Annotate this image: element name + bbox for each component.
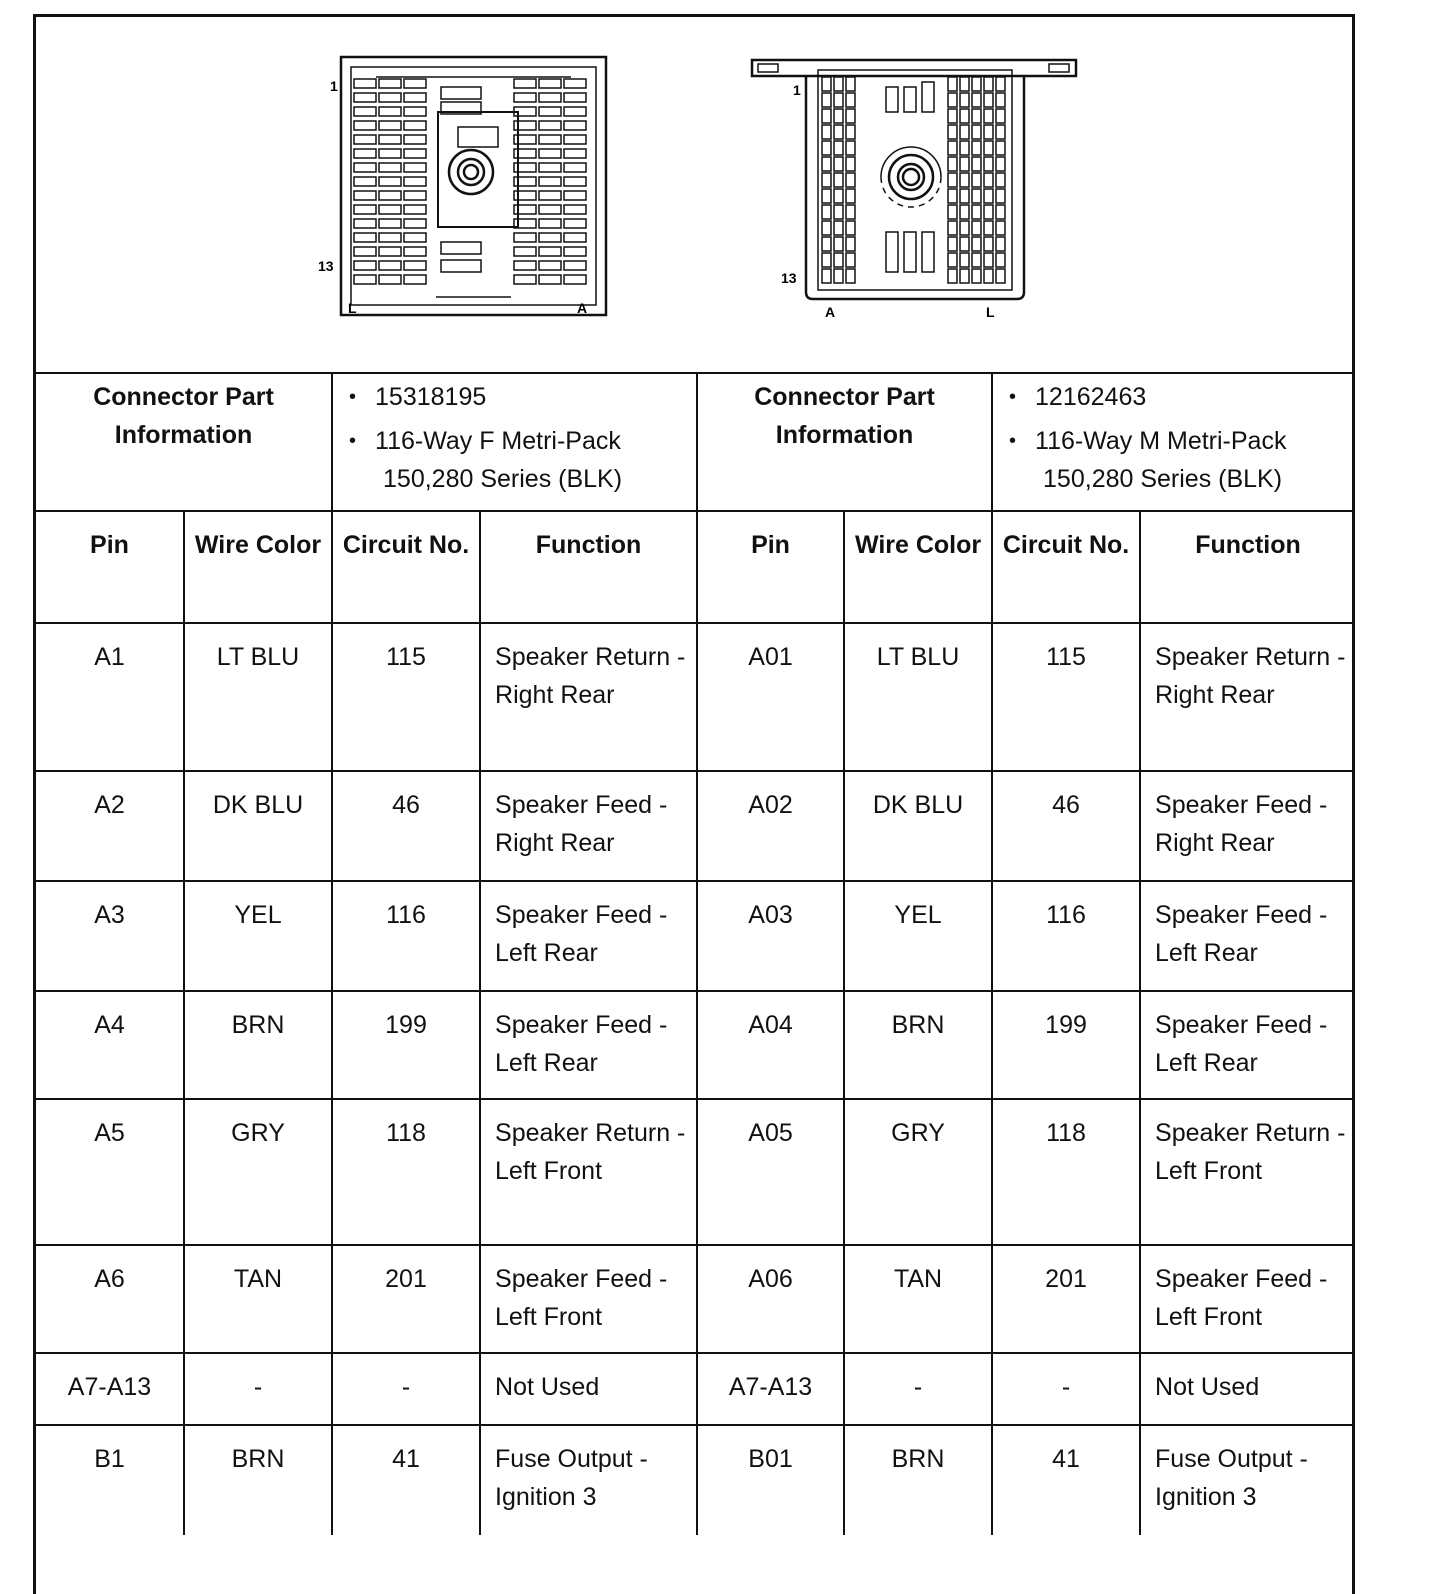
connector-cavity [822, 189, 831, 203]
connector-cavity [539, 93, 561, 102]
connector-cavity [822, 173, 831, 187]
pin-cell: A3 [36, 881, 184, 991]
description-m [1001, 422, 1347, 498]
circuit-cell: 41 [992, 1425, 1140, 1535]
wire-color-cell: GRY [184, 1099, 332, 1245]
connector-cavity [354, 107, 376, 116]
connector-cavity [948, 269, 957, 283]
table-row [36, 1245, 1355, 1353]
circuit-cell: 199 [332, 991, 480, 1099]
connector-cavity [972, 109, 981, 123]
function-cell: Speaker Feed - Left Front [1140, 1245, 1355, 1353]
connector-cavity [948, 109, 957, 123]
function-cell: Not Used [480, 1353, 697, 1425]
connector-cavity [846, 221, 855, 235]
connector-cavity [948, 125, 957, 139]
pinout-rows [36, 623, 1355, 1535]
connector-cavity [972, 221, 981, 235]
wire-color-cell: GRY [844, 1099, 992, 1245]
connector-cavity [996, 221, 1005, 235]
connector-cavity [539, 275, 561, 284]
connector-cavity [822, 141, 831, 155]
connector-info-label-f: Connector Part Information [36, 373, 332, 511]
connector-cavity [539, 191, 561, 200]
connector-cavity [846, 237, 855, 251]
connector-cavity [834, 221, 843, 235]
connector-cavity [822, 109, 831, 123]
connector-cavity [948, 189, 957, 203]
connector-cavity [960, 93, 969, 107]
connector-cavity [514, 261, 536, 270]
connector-info-label-m: Connector Part Information [697, 373, 992, 511]
connector-cavity [984, 109, 993, 123]
description-f-line2: 150,280 Series (BLK) [383, 465, 623, 493]
connector-cavity [960, 141, 969, 155]
connector-cavity [822, 125, 831, 139]
wire-color-cell: BRN [844, 991, 992, 1099]
connector-info-f [332, 373, 697, 511]
connector-cavity [948, 253, 957, 267]
connector-cavity [514, 275, 536, 284]
connector-cavity [379, 93, 401, 102]
circuit-cell: 115 [332, 623, 480, 771]
connector-cavity [404, 219, 426, 228]
connector-cavity [539, 107, 561, 116]
connector-cavity [972, 205, 981, 219]
connector-cavity [834, 125, 843, 139]
connector-cavity [846, 269, 855, 283]
document-frame [33, 14, 1355, 1594]
connector-cavity [539, 79, 561, 88]
connector-cavity [354, 247, 376, 256]
connector-cavity [564, 219, 586, 228]
connector-cavity [354, 149, 376, 158]
header-circuit: Circuit No. [992, 511, 1140, 623]
connector-cavity [834, 157, 843, 171]
connector-cavity [564, 163, 586, 172]
connector-cavity [846, 141, 855, 155]
connector-cavity [514, 247, 536, 256]
connector-cavity [984, 141, 993, 155]
connector-cavity [972, 125, 981, 139]
connector-cavity [846, 77, 855, 91]
connector-cavity [379, 205, 401, 214]
pin-cell: A04 [697, 991, 844, 1099]
connector-cavity [972, 173, 981, 187]
description-f [341, 422, 688, 498]
connector-cavity [984, 173, 993, 187]
connector-info-m [992, 373, 1355, 511]
connector-cavity [948, 157, 957, 171]
pin-cell: A4 [36, 991, 184, 1099]
connector-cavity [822, 157, 831, 171]
connector-cavity [379, 219, 401, 228]
connector-cavity [960, 125, 969, 139]
connector-cavity [972, 93, 981, 107]
wire-color-cell: TAN [844, 1245, 992, 1353]
connector-cavity [984, 253, 993, 267]
connector-cavity [834, 77, 843, 91]
connector-cavity [822, 269, 831, 283]
connector-cavity [564, 191, 586, 200]
connector-cavity [354, 233, 376, 242]
connector-cavity [996, 269, 1005, 283]
connector-cavity [539, 247, 561, 256]
connector-cavity [984, 189, 993, 203]
connector-cavity [379, 163, 401, 172]
connector-cavity [354, 219, 376, 228]
function-cell: Speaker Feed - Right Rear [480, 771, 697, 881]
connector-cavity [834, 109, 843, 123]
connector-cavity [564, 275, 586, 284]
connector-cavity [354, 191, 376, 200]
function-cell: Not Used [1140, 1353, 1355, 1425]
connector-cavity [404, 107, 426, 116]
connector-info-row [36, 373, 1355, 511]
connector-cavity [960, 189, 969, 203]
connector-cavity [960, 173, 969, 187]
male-label-right: L [986, 304, 995, 320]
wire-color-cell: DK BLU [844, 771, 992, 881]
function-cell: Speaker Return - Left Front [1140, 1099, 1355, 1245]
function-cell: Speaker Return - Right Rear [1140, 623, 1355, 771]
connector-cavity [972, 237, 981, 251]
function-cell: Speaker Feed - Left Rear [480, 991, 697, 1099]
wire-color-cell: DK BLU [184, 771, 332, 881]
connector-cavity [972, 189, 981, 203]
table-row [36, 991, 1355, 1099]
pin-cell: A01 [697, 623, 844, 771]
connector-cavity [404, 275, 426, 284]
connector-cavity [404, 233, 426, 242]
connector-cavity [948, 237, 957, 251]
connector-cavity [822, 93, 831, 107]
function-cell: Speaker Feed - Left Rear [1140, 991, 1355, 1099]
header-circuit: Circuit No. [332, 511, 480, 623]
connector-cavity [948, 221, 957, 235]
connector-cavity [996, 77, 1005, 91]
connector-cavity [846, 173, 855, 187]
connector-cavity [514, 79, 536, 88]
circuit-cell: 118 [332, 1099, 480, 1245]
header-function: Function [1140, 511, 1355, 623]
pin-cell: A06 [697, 1245, 844, 1353]
connector-cavity [996, 205, 1005, 219]
table-row [36, 881, 1355, 991]
connector-cavity [379, 261, 401, 270]
connector-cavity [539, 261, 561, 270]
circuit-cell: 46 [332, 771, 480, 881]
connector-cavity [996, 173, 1005, 187]
connector-cavity [972, 141, 981, 155]
connector-cavity [354, 93, 376, 102]
header-wire-color: Wire Color [844, 511, 992, 623]
connector-cavity [948, 93, 957, 107]
connector-cavity [984, 205, 993, 219]
connector-cavity [564, 135, 586, 144]
connector-cavity [834, 189, 843, 203]
circuit-cell: 116 [332, 881, 480, 991]
connector-cavity [539, 177, 561, 186]
connector-cavity [564, 107, 586, 116]
connector-cavity [960, 221, 969, 235]
connector-cavity [379, 107, 401, 116]
male-label-left: A [825, 304, 836, 320]
function-cell: Speaker Feed - Left Rear [1140, 881, 1355, 991]
connector-cavity [379, 135, 401, 144]
connector-cavity [984, 237, 993, 251]
connector-cavity [834, 237, 843, 251]
function-cell: Speaker Return - Left Front [480, 1099, 697, 1245]
connector-cavity [960, 109, 969, 123]
connector-cavity [984, 269, 993, 283]
part-number-f: • 15318195 [341, 378, 688, 416]
connector-cavity [379, 191, 401, 200]
connector-cavity [404, 79, 426, 88]
connector-cavity [984, 221, 993, 235]
connector-cavity [822, 77, 831, 91]
circuit-cell: - [992, 1353, 1140, 1425]
connector-cavity [846, 157, 855, 171]
connector-cavity [404, 93, 426, 102]
function-cell: Speaker Feed - Left Rear [480, 881, 697, 991]
function-cell: Speaker Return - Right Rear [480, 623, 697, 771]
connector-cavity [984, 157, 993, 171]
connector-cavity [379, 149, 401, 158]
circuit-cell: 118 [992, 1099, 1140, 1245]
connector-cavity [539, 135, 561, 144]
function-cell: Fuse Output - Ignition 3 [480, 1425, 697, 1535]
connector-cavity [972, 77, 981, 91]
connector-cavity [564, 205, 586, 214]
connector-diagrams-svg [36, 17, 1352, 372]
pin-cell: A1 [36, 623, 184, 771]
pin-cell: A5 [36, 1099, 184, 1245]
pin-cell: A6 [36, 1245, 184, 1353]
connector-cavity [960, 237, 969, 251]
female-label-right: A [577, 300, 588, 316]
connector-cavity [539, 205, 561, 214]
connector-cavity [564, 233, 586, 242]
connector-cavity [404, 177, 426, 186]
connector-cavity [539, 219, 561, 228]
wire-color-cell: BRN [844, 1425, 992, 1535]
connector-cavity [564, 177, 586, 186]
wire-color-cell: LT BLU [844, 623, 992, 771]
connector-cavity [834, 141, 843, 155]
connector-cavity [404, 205, 426, 214]
connector-cavity [404, 163, 426, 172]
description-m-line2: 150,280 Series (BLK) [1043, 465, 1283, 493]
connector-cavity [404, 149, 426, 158]
connector-cavity [379, 233, 401, 242]
connector-cavity [564, 247, 586, 256]
connector-cavity [379, 275, 401, 284]
connector-cavity [996, 109, 1005, 123]
header-pin: Pin [697, 511, 844, 623]
table-row [36, 1425, 1355, 1535]
female-label-top: 1 [330, 78, 338, 94]
connector-cavity [846, 93, 855, 107]
wire-color-cell: BRN [184, 991, 332, 1099]
connector-cavity [984, 93, 993, 107]
connector-cavity [404, 247, 426, 256]
pin-cell: A05 [697, 1099, 844, 1245]
connector-cavity [996, 237, 1005, 251]
connector-cavity [846, 189, 855, 203]
connector-cavity [822, 221, 831, 235]
connector-cavity [564, 149, 586, 158]
connector-cavity [984, 77, 993, 91]
connector-cavity [514, 93, 536, 102]
connector-cavity [960, 253, 969, 267]
connector-cavity [564, 261, 586, 270]
connector-cavity [354, 135, 376, 144]
circuit-cell: 201 [332, 1245, 480, 1353]
connector-cavity [354, 79, 376, 88]
wire-color-cell: YEL [844, 881, 992, 991]
male-label-bottom: 13 [781, 270, 797, 286]
connector-cavity [514, 233, 536, 242]
connector-cavity [960, 157, 969, 171]
connector-cavity [539, 163, 561, 172]
wire-color-cell: TAN [184, 1245, 332, 1353]
connector-cavity [379, 177, 401, 186]
pin-cell: A7-A13 [36, 1353, 184, 1425]
connector-diagrams [36, 17, 1352, 372]
circuit-cell: 199 [992, 991, 1140, 1099]
header-pin: Pin [36, 511, 184, 623]
connector-cavity [404, 135, 426, 144]
connector-cavity [354, 261, 376, 270]
table-row [36, 771, 1355, 881]
function-cell: Fuse Output - Ignition 3 [1140, 1425, 1355, 1535]
connector-cavity [972, 269, 981, 283]
connector-cavity [822, 253, 831, 267]
connector-cavity [539, 121, 561, 130]
connector-cavity [948, 77, 957, 91]
connector-cavity [564, 79, 586, 88]
connector-cavity [996, 125, 1005, 139]
connector-cavity [834, 93, 843, 107]
connector-cavity [960, 269, 969, 283]
wire-color-cell: YEL [184, 881, 332, 991]
connector-cavity [996, 141, 1005, 155]
pinout-table [36, 372, 1355, 1535]
wire-color-cell: LT BLU [184, 623, 332, 771]
connector-cavity [822, 205, 831, 219]
connector-cavity [846, 253, 855, 267]
connector-cavity [539, 149, 561, 158]
circuit-cell: 115 [992, 623, 1140, 771]
connector-cavity [379, 121, 401, 130]
table-row [36, 623, 1355, 771]
connector-cavity [846, 125, 855, 139]
female-label-bottom: 13 [318, 258, 334, 274]
connector-cavity [846, 205, 855, 219]
part-number-m: • 12162463 [1001, 378, 1347, 416]
connector-cavity [379, 247, 401, 256]
connector-cavity [960, 205, 969, 219]
column-header-row [36, 511, 1355, 623]
pin-cell: B1 [36, 1425, 184, 1535]
male-label-top: 1 [793, 82, 801, 98]
description-f-line1: 116-Way F Metri-Pack [375, 427, 621, 455]
female-label-left: L [348, 300, 357, 316]
pin-cell: A02 [697, 771, 844, 881]
pin-cell: A03 [697, 881, 844, 991]
connector-cavity [996, 253, 1005, 267]
connector-cavity [972, 253, 981, 267]
pin-cell: A7-A13 [697, 1353, 844, 1425]
connector-cavity [996, 93, 1005, 107]
connector-cavity [539, 233, 561, 242]
connector-cavity [834, 205, 843, 219]
connector-cavity [564, 93, 586, 102]
description-m-line1: 116-Way M Metri-Pack [1035, 427, 1287, 455]
pin-cell: A2 [36, 771, 184, 881]
header-function: Function [480, 511, 697, 623]
connector-cavity [948, 141, 957, 155]
connector-cavity [948, 173, 957, 187]
connector-cavity [379, 79, 401, 88]
connector-cavity [846, 109, 855, 123]
connector-cavity [972, 157, 981, 171]
circuit-cell: 201 [992, 1245, 1140, 1353]
function-cell: Speaker Feed - Left Front [480, 1245, 697, 1353]
connector-cavity [822, 237, 831, 251]
connector-cavity [354, 177, 376, 186]
circuit-cell: 41 [332, 1425, 480, 1535]
circuit-cell: 46 [992, 771, 1140, 881]
connector-cavity [996, 157, 1005, 171]
circuit-cell: 116 [992, 881, 1140, 991]
pin-cell: B01 [697, 1425, 844, 1535]
connector-cavity [960, 77, 969, 91]
female-connector-diagram [341, 57, 606, 315]
table-row [36, 1099, 1355, 1245]
connector-cavity [354, 163, 376, 172]
connector-cavity [948, 205, 957, 219]
connector-cavity [354, 205, 376, 214]
connector-cavity [404, 121, 426, 130]
connector-cavity [404, 261, 426, 270]
connector-cavity [984, 125, 993, 139]
connector-cavity [834, 253, 843, 267]
function-cell: Speaker Feed - Right Rear [1140, 771, 1355, 881]
connector-cavity [564, 121, 586, 130]
circuit-cell: - [332, 1353, 480, 1425]
connector-cavity [404, 191, 426, 200]
table-row [36, 1353, 1355, 1425]
connector-cavity [834, 269, 843, 283]
header-wire-color: Wire Color [184, 511, 332, 623]
connector-cavity [996, 189, 1005, 203]
wire-color-cell: - [184, 1353, 332, 1425]
connector-cavity [834, 173, 843, 187]
wire-color-cell: BRN [184, 1425, 332, 1535]
connector-cavity [354, 121, 376, 130]
wire-color-cell: - [844, 1353, 992, 1425]
connector-cavity [354, 275, 376, 284]
